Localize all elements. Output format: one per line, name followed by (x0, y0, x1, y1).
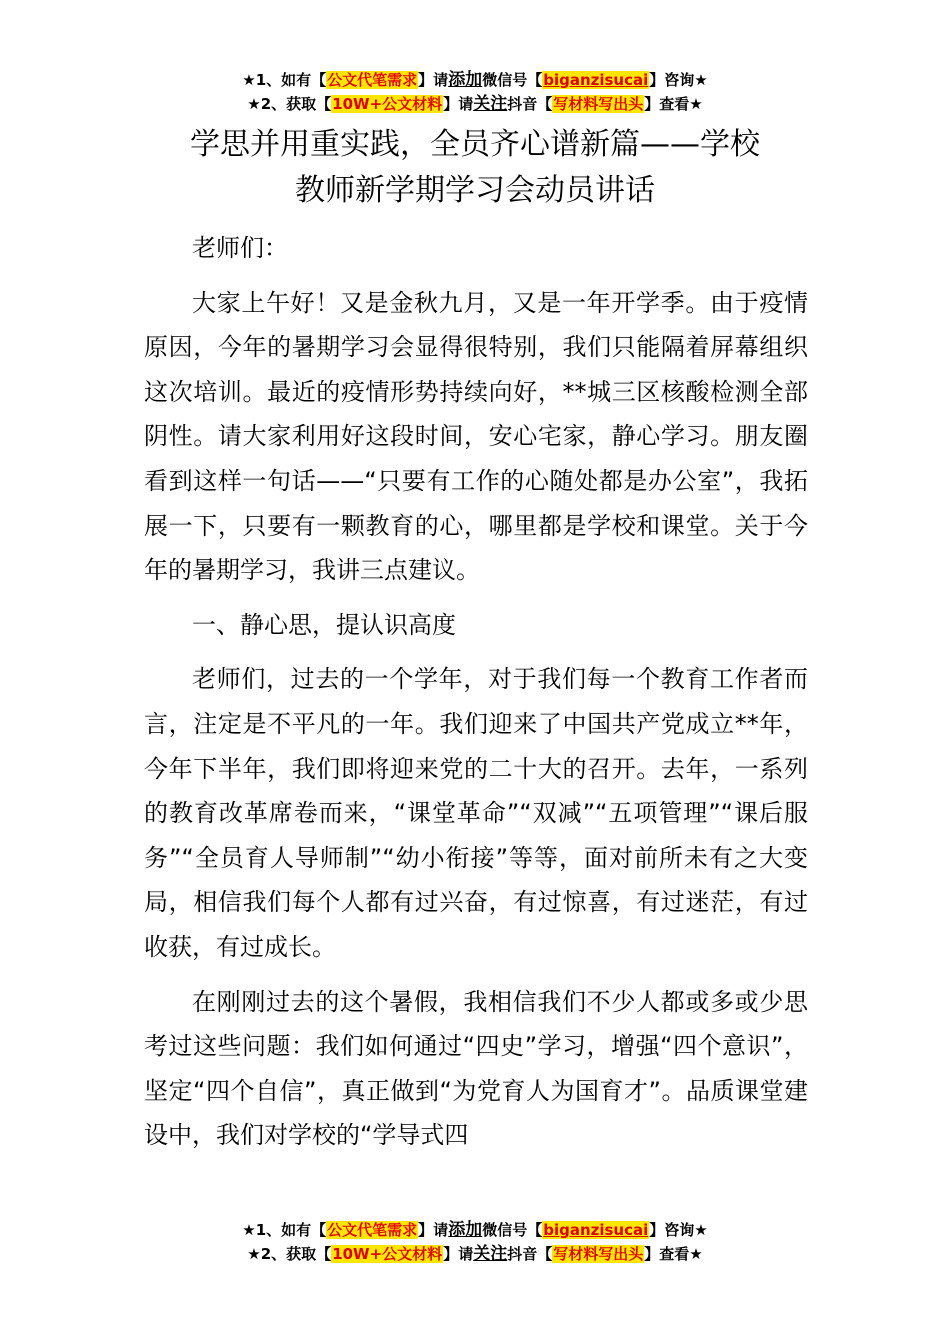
salutation: 老师们： (192, 234, 288, 262)
promo-emphasis: 关注 (473, 1244, 508, 1264)
title-line-1: 学思并用重实践，全员齐心谱新篇——学校 (190, 127, 760, 162)
promo-line-1: ★1、如有【公文代笔需求】请添加微信号【biganzisucai】咨询★ (242, 1220, 708, 1240)
section-heading: 一、静心思，提认识高度 (192, 610, 456, 639)
body-paragraph: 大家上午好！又是金秋九月，又是一年开学季。由于疫情原因，今年的暑期学习会显得很特别，我们只能隔着屏幕组织这次培训。最近的疫情形势持续向好，**城三区核酸检测全部阴性。请大家利用好这段时间，安心宅家，静心学习。朋友圈看到这样一句话——“只要有工作的心随处都是办公室”，我拓展一下，只要有一颗教育的心，哪里都是学校和课堂。关于今年的暑期学习，我讲三点建议。 (144, 288, 808, 585)
promo-highlight-service: 公文代笔需求 (327, 71, 418, 89)
promo-wechat-id[interactable]: biganzisucai (543, 1221, 649, 1239)
promo-highlight-materials: 10W+公文材料 (332, 95, 443, 113)
promo-douyin-account: 写材料写出头 (553, 95, 644, 113)
top-promo-banner (0, 68, 950, 116)
document-body (144, 226, 808, 1168)
body-paragraph: 老师们，过去的一个学年，对于我们每一个教育工作者而言，注定是不平凡的一年。我们迎来了中国共产党成立**年，今年下半年，我们即将迎来党的二十大的召开。去年，一系列的教育改革席卷而来，“课堂革命”“双减”“五项管理”“课后服务”“全员育人导师制”“幼小衔接”等等，面对前所未有之大变局，相信我们每个人都有过兴奋，有过惊喜，有过迷茫，有过收获，有过成长。 (144, 665, 808, 961)
promo-line-2: ★2、获取【10W+公文材料】请关注抖音【写材料写出头】查看★ (247, 94, 703, 114)
promo-wechat-id[interactable]: biganzisucai (543, 71, 649, 89)
promo-line-2: ★2、获取【10W+公文材料】请关注抖音【写材料写出头】查看★ (247, 1244, 703, 1264)
promo-highlight-materials: 10W+公文材料 (332, 1245, 443, 1263)
title-line-2: 教师新学期学习会动员讲话 (295, 173, 655, 208)
body-paragraph: 在刚刚过去的这个暑假，我相信我们不少人都或多或少思考过这些问题：我们如何通过“四史”学习，增强“四个意识”，坚定“四个自信”，真正做到“为党育人为国育才”。品质课堂建设中，我们对学校的“学导式四 (144, 987, 808, 1150)
promo-line-1: ★1、如有【公文代笔需求】请添加微信号【biganzisucai】咨询★ (242, 70, 708, 90)
promo-douyin-account: 写材料写出头 (553, 1245, 644, 1263)
bottom-promo-banner (0, 1218, 950, 1266)
promo-emphasis: 添加 (448, 70, 483, 90)
document-title (120, 122, 830, 214)
promo-emphasis: 关注 (473, 94, 508, 114)
promo-highlight-service: 公文代笔需求 (327, 1221, 418, 1239)
promo-emphasis: 添加 (448, 1220, 483, 1240)
